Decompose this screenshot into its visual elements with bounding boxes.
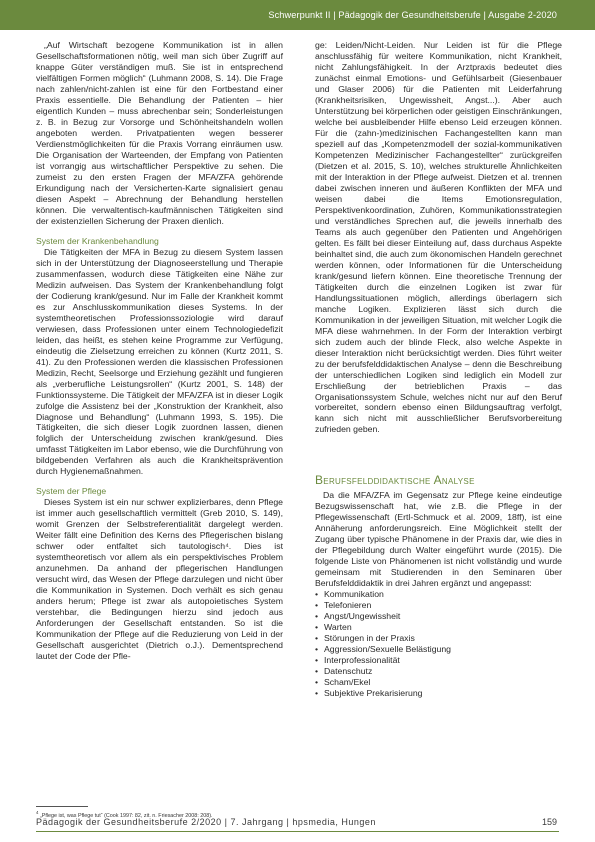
list-item-label: Aggression/Sexuelle Belästigung	[324, 644, 452, 655]
footer-rule	[36, 831, 559, 832]
bullet-dot: •	[315, 600, 319, 611]
left-paragraph-1: „Auf Wirtschaft bezogene Kommunikation ist in allen Gesellschaftsformationen nötig, weil man sich über Zugriff auf knappe Güter verständigen muß. Sie ist in entsprechend vielfältigen Formen möglich“ (Luhmann 2008, S. 14). Die Frage nach zahlen/nicht-zahlen ist eine für den Fortbestand einer Praxis essentielle. Die Behandlung der Patienten – hier eigentlich Kunden – muss abrechenbar sein; Sonderleistungen z. B. in Bezug zur Vorsorge und Schönheitshandeln wollen angeboten werden. Privatpatienten wegen besserer Verdienstmöglichkeiten für die Praxis Vorrang einräumen usw. Die Organisation der Warteenden, der Empfang von Patienten ist vorrangig aus wirtschaftlicher Perspektive zu sehen. Die zumeist zu den ersten Fragen der MFA/ZFA gehörende Erkundigung nach der Versicherten-Karte signalisiert genau diesen Aspekt – Abrechnung der Behandlung herstellen können. Die verwaltentisch-kaufmännischen Tätigkeiten sind der existenziellen Sicherung der Praxen dienlich.	[36, 40, 283, 226]
list-item-label: Scham/Ekel	[324, 677, 371, 688]
left-column	[36, 40, 283, 662]
bullet-dot: •	[315, 666, 319, 677]
footnote-text: „Pflege ist, was Pflege tut“ (Cook 1997: 82, zit. n. Friesacher 2008: 208).	[39, 812, 213, 819]
list-item	[315, 688, 562, 699]
bullet-dot: •	[315, 677, 319, 688]
right-column	[315, 40, 562, 699]
footer-journal: Pädagogik der Gesundheitsberufe 2/2020 | 7. Jahrgang | hpsmedia, Hungen	[36, 817, 376, 827]
bullet-dot: •	[315, 622, 319, 633]
list-item	[315, 622, 562, 633]
left-paragraph-3: Dieses System ist ein nur schwer explizierbares, denn Pflege ist immer auch gesellschaftlich vermittelt (Greb 2010, S. 149), womit Grenzen der Selbstreferentialität dargelegt werden. Weiter fällt eine Definition des Kerns des Pflegerischen bislang schwer oder entfaltet sich tautologisch⁴. Dies ist systemtheoretisch vor allem als ein perspektivisches Problem anzunehmen. Da anhand der pflegerischen Handlungen versucht wird, das Wesen der Pflege darzulegen und nicht über die Kommunikation in Systemen. Doch verhält es sich genau anders herum; Pflege ist zwar als autopoietisches System verstehbar, die Bedingungen hierzu sind jedoch aus Anforderungen der Gesellschaft entstanden. So ist die Kommunikation der Pflege auf die Reduzierung von Leid in der Gesellschaft ausgerichtet (Dietrich o.J.). Dementsprechend lautet der Code der Pfle-	[36, 497, 283, 662]
subheading-krankenbehandlung: System der Krankenbehandlung	[36, 235, 159, 246]
list-item	[315, 600, 562, 611]
list-item-label: Interprofessionalität	[324, 655, 400, 666]
right-paragraph-1: ge: Leiden/Nicht-Leiden. Nur Leiden ist für die Pflege anschlussfähig für weitere Kommunikation, nicht Krankheit, nicht Zahlungsfähigkeit. In der Arztpraxis bedeutet dies zunächst einmal Emotions- und Gefühlsarbeit (Giesenbauer und Glaser 2006) für die Patienten mit Leiderfahrung (Krankheitsrisiken, Ungewissheit, Angst...). Aber auch Unterstützung bei körperlichen oder geistigen Einschränkungen, welche bei ausbleibender Hilfe ebenso Leid erzeugen können. Für die (zahn-)medizinischen Fachangestellten kann man speziell auf das „Kompetenzmodell der sozial-kommunikativen Kompetenzen Medizinischer Fachangestellter“ zurückgreifen (Dietzen et al. 2015, S. 10), welches strukturelle Ähnlichkeiten mit der Interaktion in der Pflege aufweist. Dietzen et al. trennen dabei zwischen inneren und äußeren Konflikten der MFA und weisen dabei die Items Emotionsregulation, Perspektivenkoordination, Zuhören, Kommunikationsstrategien und verständliches Sprechen auf, die jeweils innerhalb des Teams als auch gegenüber den Patienten und Angehörigen gelten. Es fällt bei dieser Einteilung auf, dass durchaus Aspekte beinhaltet sind, die auch zum ökonomischen Handeln gerechnet werden können, oder Informationen für die Unterscheidung krank/gesund liefern können. Eine theoretische Trennung der Tätigkeiten durch die einzelnen Logiken ist zwar für Handlungssituationen möglich, allerdings überlagern sich manche Logiken. Explizieren lässt sich durch die Kommunikation in der jeweiligen Situation, mit welcher Logik die MFA diese wahrnehmen. In der Form der Interaktion verbirgt sich zudem auch der blinde Fleck, also welche Aspekte in dieser Interaktion nicht berücksichtigt werden. Dies führt weiter zu der berufsfelddidaktischen Analyse – denn die Beschreibung der unterschiedlichen Logiken sind lediglich ein Modell zur Erschließung der betrieblichen Praxis – das Organisationssystem Schule, welches nicht nur auf den Beruf vorbereitet, sondern ebenso einen Bildungsauftrag verfolgt, kann sich nicht mit ausschließlicher Berufsvorbereitung zufrieden geben.	[315, 40, 562, 435]
bullet-dot: •	[315, 655, 319, 666]
bullet-dot: •	[315, 611, 319, 622]
section-heading-text: Berufsfelddidaktische Analyse	[315, 473, 475, 488]
page-number: 159	[541, 817, 557, 827]
list-item	[315, 666, 562, 677]
bullet-dot: •	[315, 644, 319, 655]
list-item-label: Kommunikation	[324, 589, 384, 600]
footnote-rule	[36, 806, 88, 807]
phenomena-list	[315, 589, 562, 699]
list-item-label: Telefonieren	[324, 600, 372, 611]
bullet-dot: •	[315, 688, 319, 699]
bullet-dot: •	[315, 589, 319, 600]
left-paragraph-2: Die Tätigkeiten der MFA in Bezug zu diesem System lassen sich in der Unterstützung der Diagnoseerstellung und Therapie zusammenfassen, wodurch diese Tätigkeiten eine Nähe zur Medizin aufweisen. Das System der Krankenbehandlung folgt der Codierung krank/gesund. Nur im Falle der Krankheit kommt es zur Anschlusskommunikation dieses Systems. In der systemtheoretischen Professionssoziologie wird darauf verwiesen, dass Professionen unter einem Technologiedefizit leiden, das heißt, es stehen keine Programme zur Verfügung, eindeutig die Zielsetzung erreichen zu können (Kurtz 2011, S. 41). Zu den Professionen werden die klassischen Professionen Medizin, Recht, Seelsorge und Erziehung gezählt und fungieren als „verberufliche Leistungsrollen“ (Kurtz 2001, S. 148) der Funktionssysteme. Die Tätigkeit der MFA/ZFA ist in dieser Logik zufolge die Assistenz bei der „Konstruktion der Krankheit, also Diagnose und Behandlung“ (Luhmann 1993, S. 195). Die Tätigkeiten, die sich dieser Logik zuordnen lassen, dienen folglich der Unterscheidung zwischen krank/gesund. Dies umfasst Tätigkeiten im Labor ebenso, wie die Durchführung von bildgebenden Verfahren als auch die Krankheitsprävention durch Hygienemaßnahmen.	[36, 246, 283, 477]
list-item-label: Angst/Ungewissheit	[324, 611, 401, 622]
list-item	[315, 655, 562, 666]
list-item-label: Warten	[324, 622, 352, 633]
list-item-label: Subjektive Prekarisierung	[324, 688, 423, 699]
list-item	[315, 589, 562, 600]
header-bar	[0, 0, 595, 30]
subheading-pflege: System der Pflege	[36, 486, 107, 497]
bullet-dot: •	[315, 633, 319, 644]
section-heading-berufsfelddidaktik	[315, 473, 562, 487]
list-item-label: Datenschutz	[324, 666, 373, 677]
footnote-marker: 4	[36, 810, 39, 815]
right-paragraph-2: Da die MFA/ZFA im Gegensatz zur Pflege keine eindeutige Bezugswissenschaft hat, wie z.B. die Pflege in der Pflegewissenschaft (Ertl-Schmuck et al. 2009, 18ff), ist eine Annäherung anforderungsreich. Eine Möglichkeit stellt der Zugang über typische Phänomene in der Praxis dar, wie dies in der Pflegebildung durch Walter eingeführt wurde (2015). Die folgende Liste von Phänomenen ist nicht vollständig und wurde gemeinsam mit Studierenden in den Seminaren über Berufsfelddidaktik in drei Jahren ergänzt und angepasst:	[315, 490, 562, 589]
running-head: Schwerpunkt II | Pädagogik der Gesundheitsberufe | Ausgabe 2-2020	[268, 10, 557, 20]
list-item	[315, 677, 562, 688]
list-item-label: Störungen in der Praxis	[324, 633, 415, 644]
list-item	[315, 633, 562, 644]
list-item	[315, 644, 562, 655]
list-item	[315, 611, 562, 622]
